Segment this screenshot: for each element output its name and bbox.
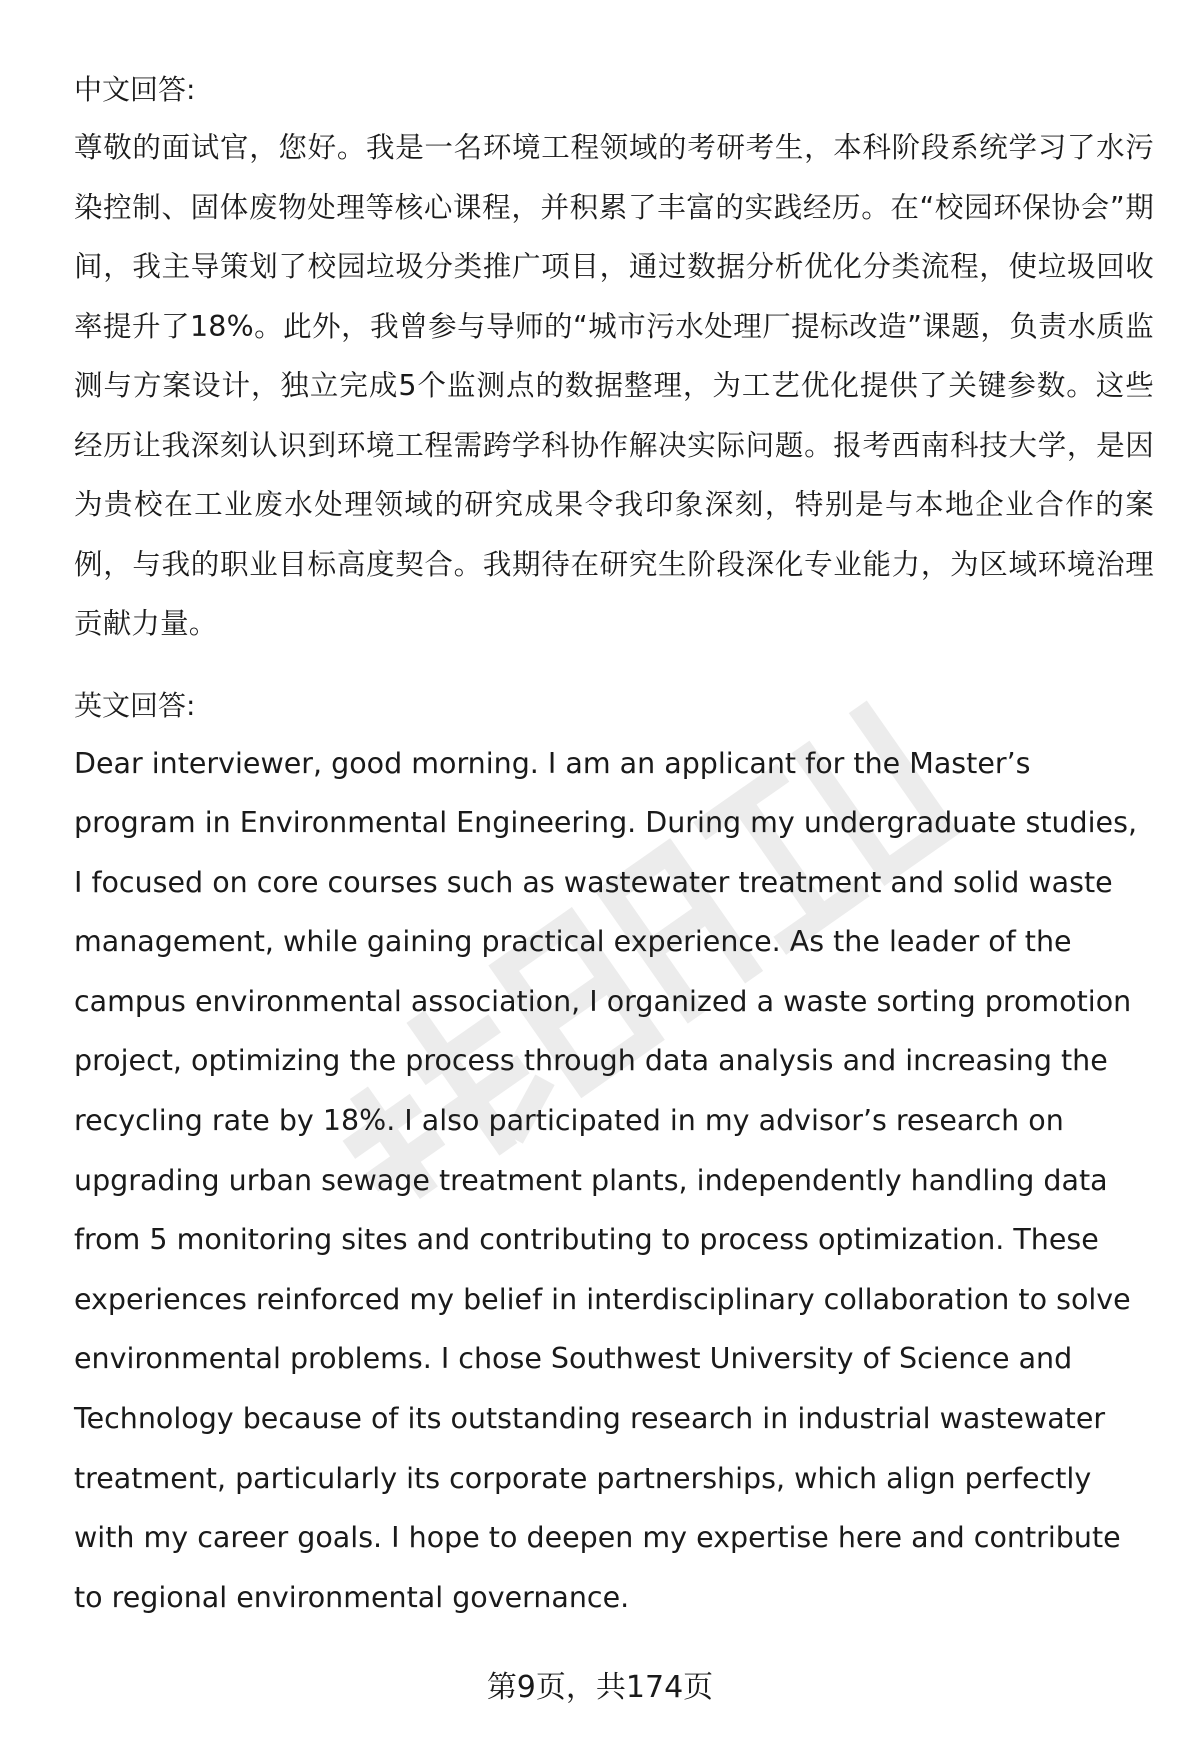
chinese-answer-heading: 中文回答:	[74, 73, 196, 106]
english-answer-text: Dear interviewer, good morning. I am an applicant for the Master’s program in Environmental Engineering. During my undergraduate studies, I focused on core courses such as wastewater treatment and solid waste management, while gaining practical experience. As the leader of the campus environmental association, I organized a waste sorting promotion project, optimizing the process through data analysis and increasing the recycling rate by 18%. I also participated in my advisor’s research on upgrading urban sewage treatment plants, independently handling data from 5 monitoring sites and contributing to process optimization. These experiences reinforced my belief in interdisciplinary collaboration to solve environmental problems. I chose Southwest University of Science and Technology because of its outstanding research in industrial wastewater treatment, particularly its corporate partnerships, which align perfectly with my career goals. I hope to deepen my expertise here and contribute to regional environmental governance.	[74, 746, 1138, 1614]
document-body	[74, 62, 1154, 1627]
chinese-answer-text: 尊敬的面试官，您好。我是一名环境工程领域的考研考生，本科阶段系统学习了水污染控制、固体废物处理等核心课程，并积累了丰富的实践经历。在“校园环保协会”期间，我主导策划了校园垃圾分类推广项目，通过数据分析优化分类流程，使垃圾回收率提升了18%。此外，我曾参与导师的“城市污水处理厂提标改造”课题，负责水质监测与方案设计，独立完成5个监测点的数据整理，为工艺优化提供了关键参数。这些经历让我深刻认识到环境工程需跨学科协作解决实际问题。报考西南科技大学，是因为贵校在工业废水处理领域的研究成果令我印象深刻，特别是与本地企业合作的案例，与我的职业目标高度契合。我期待在研究生阶段深化专业能力，为区域环境治理贡献力量。	[74, 131, 1154, 640]
page-number: 第9页，共174页	[486, 1670, 714, 1705]
english-answer-heading: 英文回答:	[74, 688, 196, 722]
